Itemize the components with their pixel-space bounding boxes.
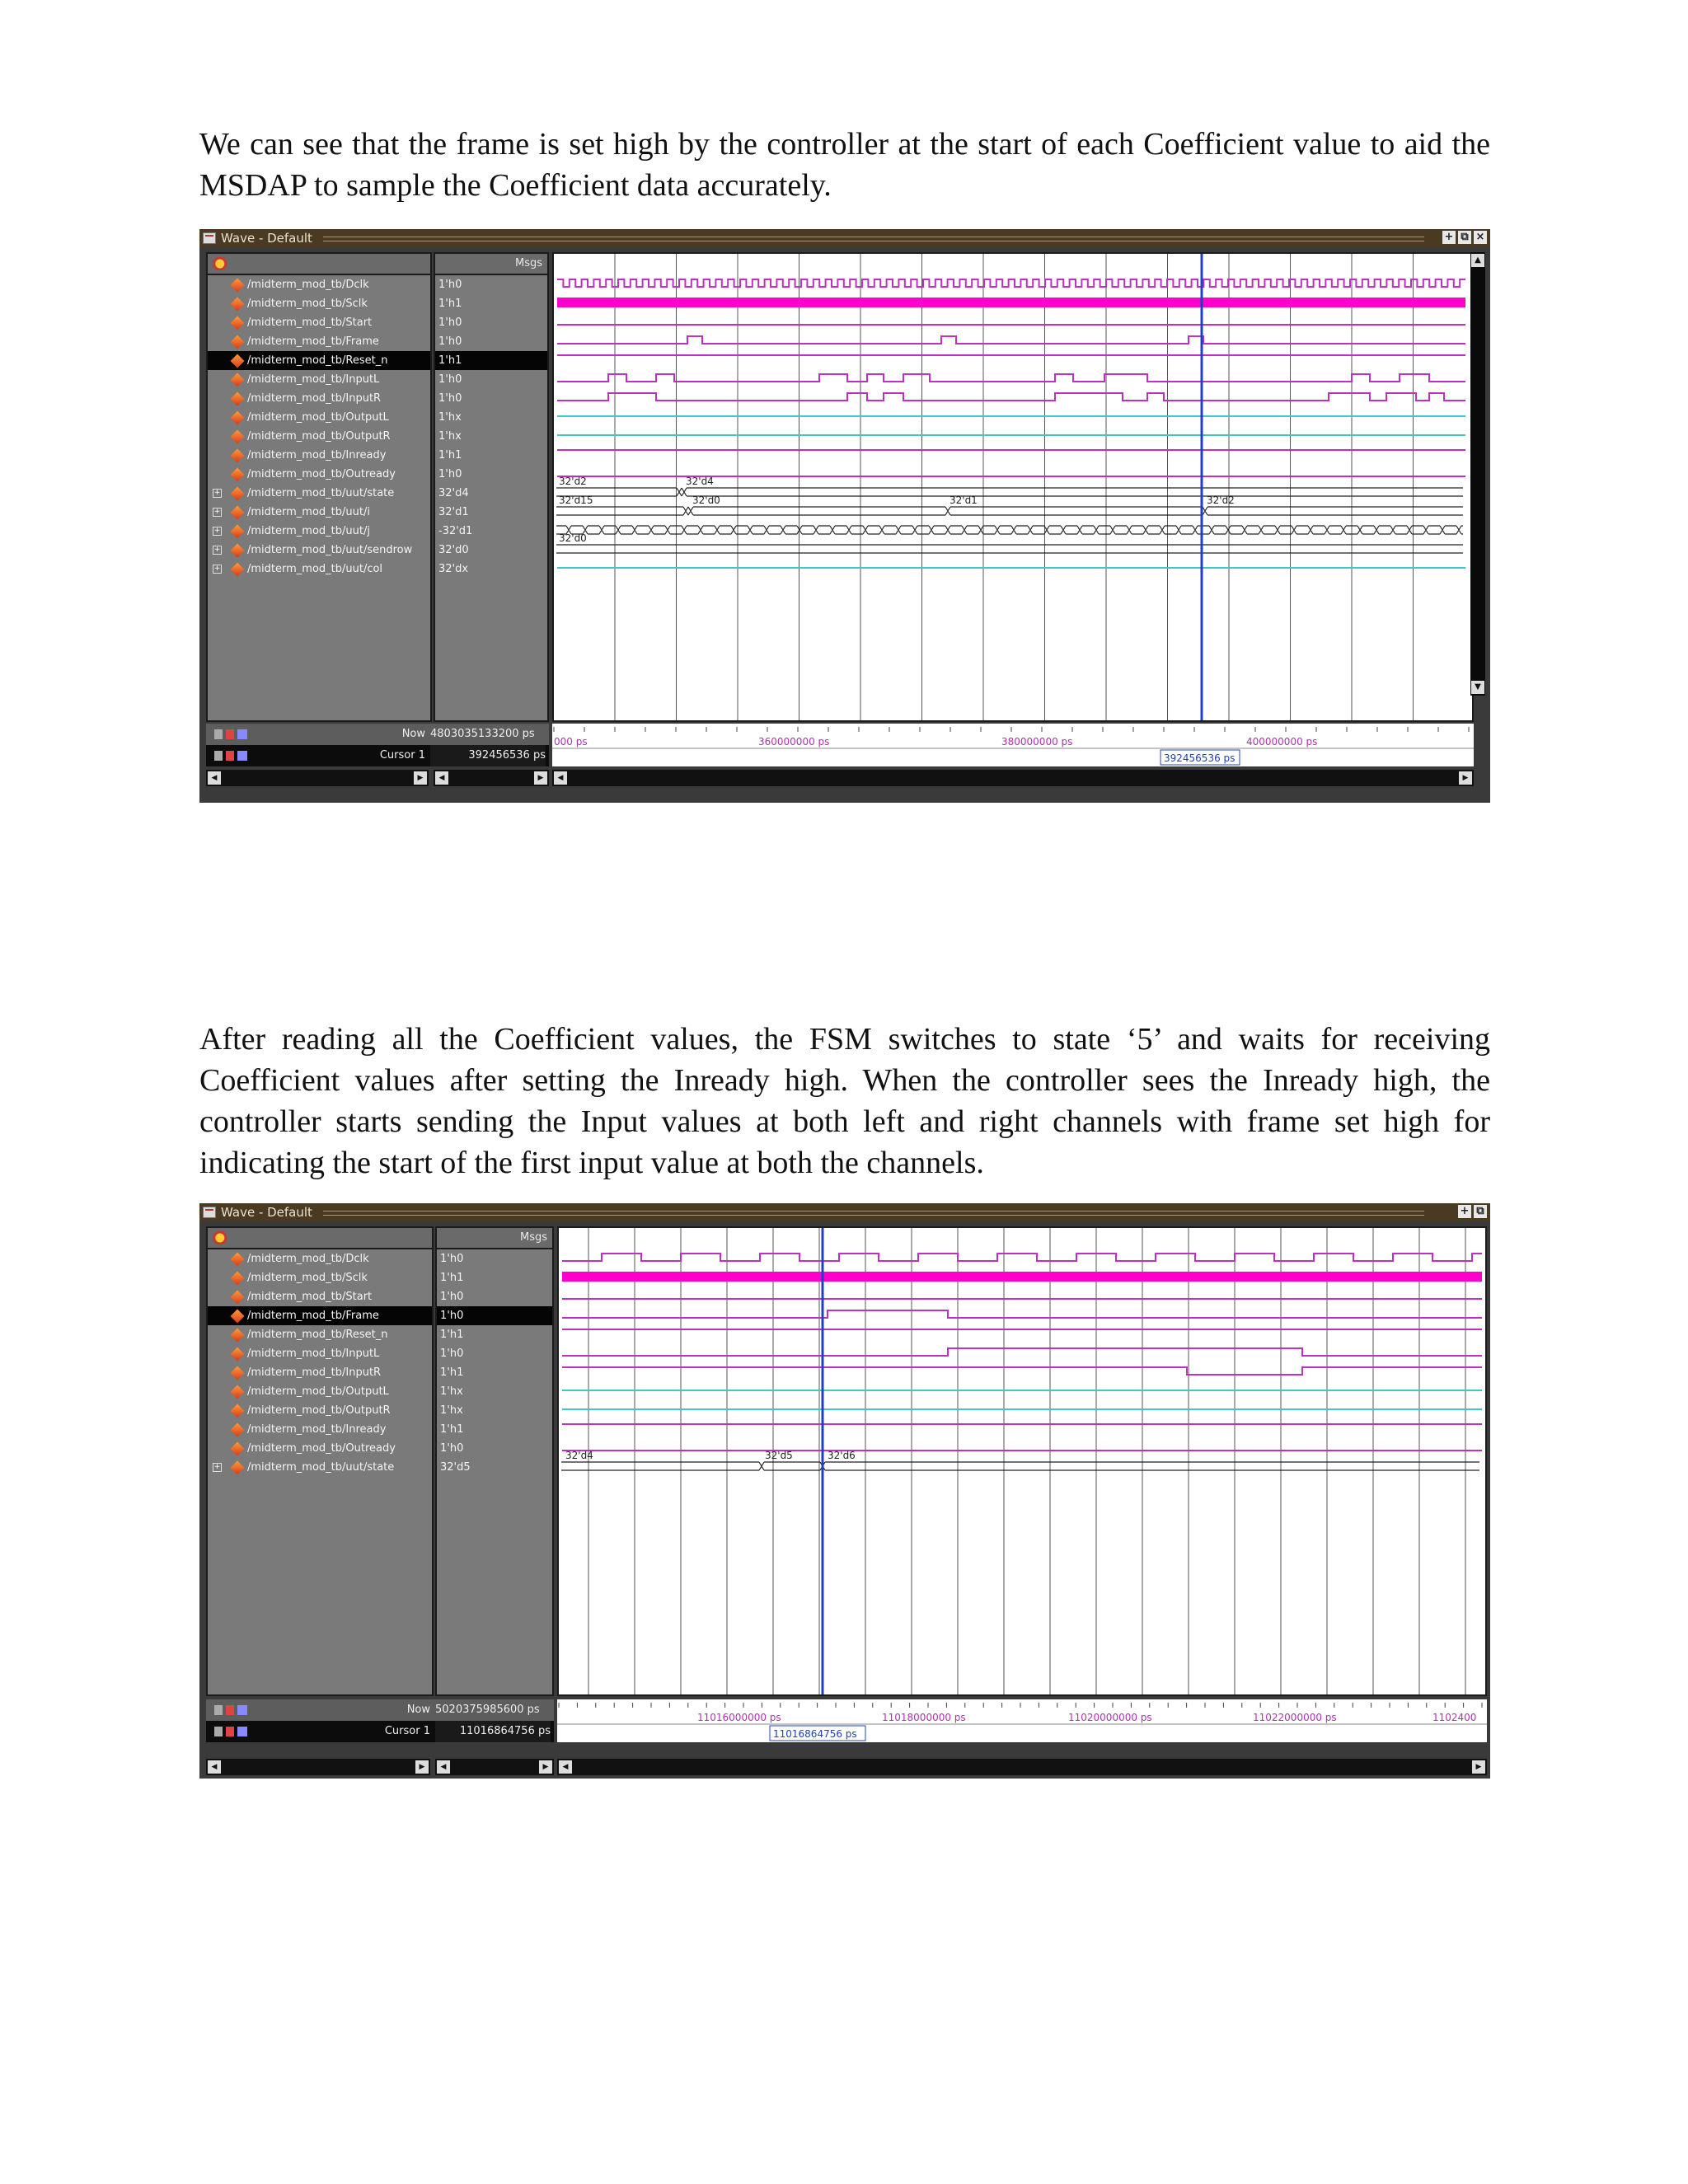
signal-icon — [231, 335, 245, 349]
signal-value: 1'h1 — [440, 1329, 464, 1341]
titlebar — [199, 229, 1490, 247]
bus-label: 32'd2 — [559, 476, 587, 487]
axis-tick-label: 380000000 ps — [1001, 736, 1073, 748]
scroll-right-icon[interactable]: ▶ — [415, 1760, 429, 1774]
signal-value: 1'h0 — [440, 1253, 464, 1265]
bus-trace — [556, 507, 1463, 515]
signal-name: /midterm_mod_tb/OutputR — [247, 430, 391, 443]
axis-tick-label: 000 ps — [554, 736, 588, 748]
signal-row[interactable] — [208, 427, 430, 446]
signal-trace — [557, 374, 1465, 382]
scroll-right-icon[interactable]: ▶ — [1472, 1760, 1485, 1774]
cursor-label: Cursor 1 — [384, 1725, 430, 1737]
expand-icon[interactable]: + — [213, 489, 221, 497]
signal-row[interactable] — [208, 1363, 432, 1382]
signal-row[interactable] — [208, 1401, 432, 1420]
msgs-header: Msgs — [514, 257, 542, 269]
signal-icon — [231, 468, 245, 482]
now-icons[interactable] — [214, 729, 247, 739]
scroll-right-icon[interactable]: ▶ — [534, 771, 547, 785]
signal-row[interactable] — [208, 1325, 432, 1344]
signal-value: 1'h0 — [440, 1347, 464, 1360]
signal-name: /midterm_mod_tb/Outready — [247, 1442, 396, 1455]
waveform-plot[interactable] — [552, 252, 1474, 722]
signal-row[interactable] — [208, 1439, 432, 1458]
signal-row[interactable] — [208, 1458, 432, 1477]
signal-value: 1'h0 — [438, 373, 462, 386]
wave-window-1 — [199, 229, 1490, 803]
dock-icon[interactable]: + — [1442, 231, 1456, 244]
signal-trace — [562, 1367, 1482, 1375]
signal-row[interactable] — [208, 294, 430, 313]
bus-trace — [561, 1462, 1479, 1470]
bus-label: 32'd4 — [565, 1450, 593, 1461]
signal-trace — [557, 393, 1465, 401]
bus-trace — [556, 526, 1463, 534]
signal-name: /midterm_mod_tb/InputL — [247, 1347, 380, 1360]
signal-value: 1'hx — [438, 411, 462, 424]
signal-name: /midterm_mod_tb/Inready — [247, 449, 387, 462]
titlebar-grip[interactable] — [323, 1211, 1424, 1216]
signal-icon — [231, 525, 245, 539]
signal-icon — [231, 316, 245, 330]
signal-name: /midterm_mod_tb/OutputR — [247, 1404, 391, 1417]
scroll-left-icon[interactable]: ◀ — [437, 1760, 450, 1774]
undock-icon[interactable]: ⧉ — [1474, 1205, 1487, 1218]
signal-icon — [231, 1423, 245, 1437]
signal-value: 1'hx — [440, 1404, 463, 1417]
signal-value: 1'h1 — [438, 298, 462, 310]
scroll-right-icon[interactable]: ▶ — [539, 1760, 552, 1774]
signal-name: /midterm_mod_tb/Frame — [247, 335, 379, 348]
cursor-label: Cursor 1 — [379, 749, 425, 762]
footer-readouts — [206, 1699, 554, 1742]
close-icon[interactable]: × — [1474, 231, 1487, 244]
signal-name: /midterm_mod_tb/OutputL — [247, 1385, 389, 1398]
time-axis — [552, 724, 1474, 766]
signal-trace — [562, 1254, 1482, 1261]
signal-names-pane — [206, 1226, 434, 1696]
signal-icon — [231, 449, 245, 463]
signal-row[interactable] — [208, 1306, 432, 1325]
paragraph-1: We can see that the frame is set high by the controller at the start of each Coefficient value to aid the MSDAP to sample the Coefficient data accurately. — [199, 127, 1490, 203]
axis-tick-label: 11020000000 ps — [1068, 1712, 1152, 1723]
signal-name: /midterm_mod_tb/uut/state — [247, 487, 395, 499]
footer-readouts — [206, 724, 549, 766]
window-title: Wave - Default — [221, 1205, 312, 1220]
bus-trace — [556, 545, 1463, 553]
now-icons[interactable] — [214, 1705, 247, 1715]
now-value: 5020375985600 ps — [435, 1704, 540, 1716]
signal-value: 1'h1 — [440, 1423, 464, 1436]
axis-tick-label: 11022000000 ps — [1253, 1712, 1337, 1723]
wave-hscroll[interactable] — [557, 1759, 1487, 1775]
signal-name: /midterm_mod_tb/Dclk — [247, 1253, 369, 1265]
undock-icon[interactable]: ⧉ — [1458, 231, 1471, 244]
signal-values-pane — [435, 1226, 554, 1696]
scroll-down-icon[interactable]: ▼ — [1471, 681, 1484, 694]
signal-icon — [231, 1385, 245, 1399]
bus-label: 32'd6 — [828, 1450, 856, 1461]
signal-icon — [231, 1461, 245, 1475]
axis-tick-label: 400000000 ps — [1246, 736, 1318, 748]
signal-value: 1'h0 — [438, 335, 462, 348]
bus-label: 32'd0 — [692, 494, 720, 506]
sclk-band — [562, 1272, 1482, 1282]
signal-name: /midterm_mod_tb/Inready — [247, 1423, 387, 1436]
wave-tool-icon[interactable] — [213, 257, 231, 270]
wave-window-2 — [199, 1203, 1490, 1779]
signal-name: /midterm_mod_tb/InputR — [247, 1366, 382, 1379]
cursor-value: 11016864756 ps — [435, 1721, 551, 1742]
signal-icon — [231, 430, 245, 444]
names-hscroll[interactable] — [206, 1759, 430, 1775]
cursor-value: 392456536 ps — [430, 745, 546, 766]
signal-value: 1'h0 — [440, 1291, 464, 1303]
signal-row[interactable] — [208, 1344, 432, 1363]
now-label: Now — [406, 1704, 430, 1716]
signal-name: /midterm_mod_tb/Dclk — [247, 279, 369, 291]
signal-row[interactable] — [208, 541, 430, 560]
scroll-up-icon[interactable]: ▲ — [1471, 254, 1484, 267]
signal-icon — [231, 1329, 245, 1343]
signal-value: 1'h0 — [438, 279, 462, 291]
signal-value: 1'h0 — [438, 316, 462, 329]
signal-value: 1'h1 — [440, 1366, 464, 1379]
signal-row[interactable] — [208, 408, 430, 427]
window-icon — [203, 232, 216, 244]
waveform-plot[interactable] — [557, 1226, 1487, 1696]
signal-value: -32'd1 — [438, 525, 473, 537]
scroll-right-icon[interactable]: ▶ — [414, 771, 427, 785]
signal-row[interactable] — [208, 275, 430, 294]
signal-row[interactable] — [208, 465, 430, 484]
cursor-icons[interactable] — [214, 1727, 247, 1736]
signal-icon — [231, 1253, 245, 1267]
signal-icon — [231, 563, 245, 577]
wave-hscroll[interactable] — [552, 770, 1474, 786]
signal-trace — [562, 1310, 1482, 1318]
signal-name: /midterm_mod_tb/InputL — [247, 373, 380, 386]
signal-value: 1'h1 — [440, 1272, 464, 1284]
signal-row[interactable] — [208, 389, 430, 408]
axis-tick-label: 360000000 ps — [758, 736, 830, 748]
window-title: Wave - Default — [221, 231, 312, 246]
expand-icon[interactable]: + — [213, 1463, 221, 1471]
axis-tick-label: 11016000000 ps — [697, 1712, 781, 1723]
msgs-header: Msgs — [519, 1231, 547, 1244]
signal-name: /midterm_mod_tb/Reset_n — [247, 1329, 388, 1341]
signal-icon — [231, 506, 245, 520]
signal-name: /midterm_mod_tb/Outready — [247, 468, 396, 480]
signal-row[interactable] — [208, 1420, 432, 1439]
signal-row[interactable] — [208, 560, 430, 579]
signal-row[interactable] — [208, 484, 430, 503]
cursor-readout: 11016864756 ps — [773, 1728, 857, 1740]
signal-value: 1'h1 — [438, 449, 462, 462]
signal-icon — [231, 1272, 245, 1286]
signal-icon — [231, 298, 245, 312]
axis-tick-label: 1102400 — [1432, 1712, 1477, 1723]
signal-value: 32'dx — [438, 563, 469, 575]
window-icon — [203, 1207, 216, 1218]
values-hscroll[interactable] — [435, 1759, 554, 1775]
sclk-band — [557, 298, 1465, 307]
paragraph-2: After reading all the Coefficient values, the FSM switches to state ‘5’ and waits for receiving Coefficient values after setting the Inready high. When the controller sees the Inready high, the controller starts sending the Input values at both left and right channels with frame set high for indicating the start of the first input value at both the channels. — [199, 1022, 1490, 1180]
signal-row[interactable] — [208, 503, 430, 522]
signal-row[interactable] — [208, 1382, 432, 1401]
signal-trace — [557, 336, 1465, 344]
signal-value: 32'd4 — [438, 487, 469, 499]
bus-label: 32'd0 — [559, 532, 587, 544]
signal-icon — [231, 373, 245, 387]
signal-value: 1'h0 — [440, 1442, 464, 1455]
titlebar-grip[interactable] — [323, 237, 1424, 241]
signal-icon — [231, 1310, 245, 1324]
signal-icon — [231, 487, 245, 501]
signal-name: /midterm_mod_tb/uut/j — [247, 525, 370, 537]
signal-value: 1'h1 — [435, 351, 547, 370]
signal-row[interactable] — [208, 1287, 432, 1306]
signal-name: /midterm_mod_tb/uut/i — [247, 506, 370, 518]
signal-name: /midterm_mod_tb/Start — [247, 316, 373, 329]
signal-row[interactable] — [208, 351, 430, 370]
signal-name: /midterm_mod_tb/Sclk — [247, 298, 368, 310]
signal-values-pane — [434, 252, 549, 722]
bus-label: 32'd4 — [686, 476, 714, 487]
signal-value: 32'd5 — [440, 1461, 471, 1474]
scroll-right-icon[interactable]: ▶ — [1459, 771, 1472, 785]
signal-value: 1'hx — [438, 430, 462, 443]
cursor-readout: 392456536 ps — [1164, 752, 1236, 764]
signal-icon — [231, 354, 245, 368]
bus-label: 32'd1 — [950, 494, 978, 506]
signal-value: 1'h0 — [438, 468, 462, 480]
signal-row[interactable] — [208, 332, 430, 351]
signal-row[interactable] — [208, 313, 430, 332]
signal-name: /midterm_mod_tb/Reset_n — [247, 354, 388, 367]
signal-name: /midterm_mod_tb/uut/state — [247, 1461, 395, 1474]
signal-name: /midterm_mod_tb/OutputL — [247, 411, 389, 424]
signal-icon — [231, 1291, 245, 1305]
signal-value: 32'd1 — [438, 506, 469, 518]
names-hscroll[interactable] — [206, 770, 429, 786]
signal-name: /midterm_mod_tb/Start — [247, 1291, 373, 1303]
signal-icon — [231, 1347, 245, 1361]
axis-tick-label: 11018000000 ps — [882, 1712, 966, 1723]
scroll-left-icon[interactable]: ◀ — [559, 1760, 572, 1774]
now-value: 4803035133200 ps — [430, 728, 535, 740]
signal-value: 1'h0 — [437, 1306, 552, 1325]
signal-icon — [231, 1366, 245, 1380]
cursor-icons[interactable] — [214, 751, 247, 761]
titlebar — [199, 1203, 1490, 1221]
signal-names-pane — [206, 252, 432, 722]
expand-icon[interactable]: + — [213, 565, 221, 573]
signal-icon — [231, 279, 245, 293]
signal-row[interactable] — [208, 446, 430, 465]
values-hscroll[interactable] — [434, 770, 549, 786]
bus-label: 32'd2 — [1207, 494, 1235, 506]
time-axis — [557, 1699, 1487, 1742]
signal-name: /midterm_mod_tb/uut/sendrow — [247, 544, 413, 556]
dock-icon[interactable]: + — [1458, 1205, 1471, 1218]
signal-value: 32'd0 — [438, 544, 469, 556]
bus-label: 32'd5 — [765, 1450, 793, 1461]
now-label: Now — [401, 728, 425, 740]
expand-icon[interactable]: + — [213, 546, 221, 554]
signal-name: /midterm_mod_tb/Frame — [247, 1310, 379, 1322]
vertical-scrollbar[interactable] — [1470, 252, 1485, 696]
signal-name: /midterm_mod_tb/InputR — [247, 392, 382, 405]
expand-icon[interactable]: + — [213, 508, 221, 516]
signal-trace — [562, 1348, 1482, 1356]
signal-value: 1'h0 — [438, 392, 462, 405]
bus-label: 32'd15 — [559, 494, 593, 506]
signal-name: /midterm_mod_tb/uut/col — [247, 563, 383, 575]
signal-row[interactable] — [208, 522, 430, 541]
signal-value: 1'hx — [440, 1385, 463, 1398]
scroll-left-icon[interactable]: ◀ — [554, 771, 567, 785]
expand-icon[interactable]: + — [213, 527, 221, 535]
scroll-left-icon[interactable]: ◀ — [208, 771, 221, 785]
signal-icon — [231, 1442, 245, 1456]
scroll-left-icon[interactable]: ◀ — [435, 771, 448, 785]
signal-row[interactable] — [208, 1249, 432, 1268]
signal-name: /midterm_mod_tb/Sclk — [247, 1272, 368, 1284]
signal-icon — [231, 392, 245, 406]
signal-icon — [231, 544, 245, 558]
signal-trace — [557, 279, 1465, 287]
scroll-left-icon[interactable]: ◀ — [208, 1760, 221, 1774]
signal-icon — [231, 1404, 245, 1418]
wave-tool-icon[interactable] — [213, 1231, 231, 1244]
signal-row[interactable] — [208, 370, 430, 389]
signal-row[interactable] — [208, 1268, 432, 1287]
signal-icon — [231, 411, 245, 425]
